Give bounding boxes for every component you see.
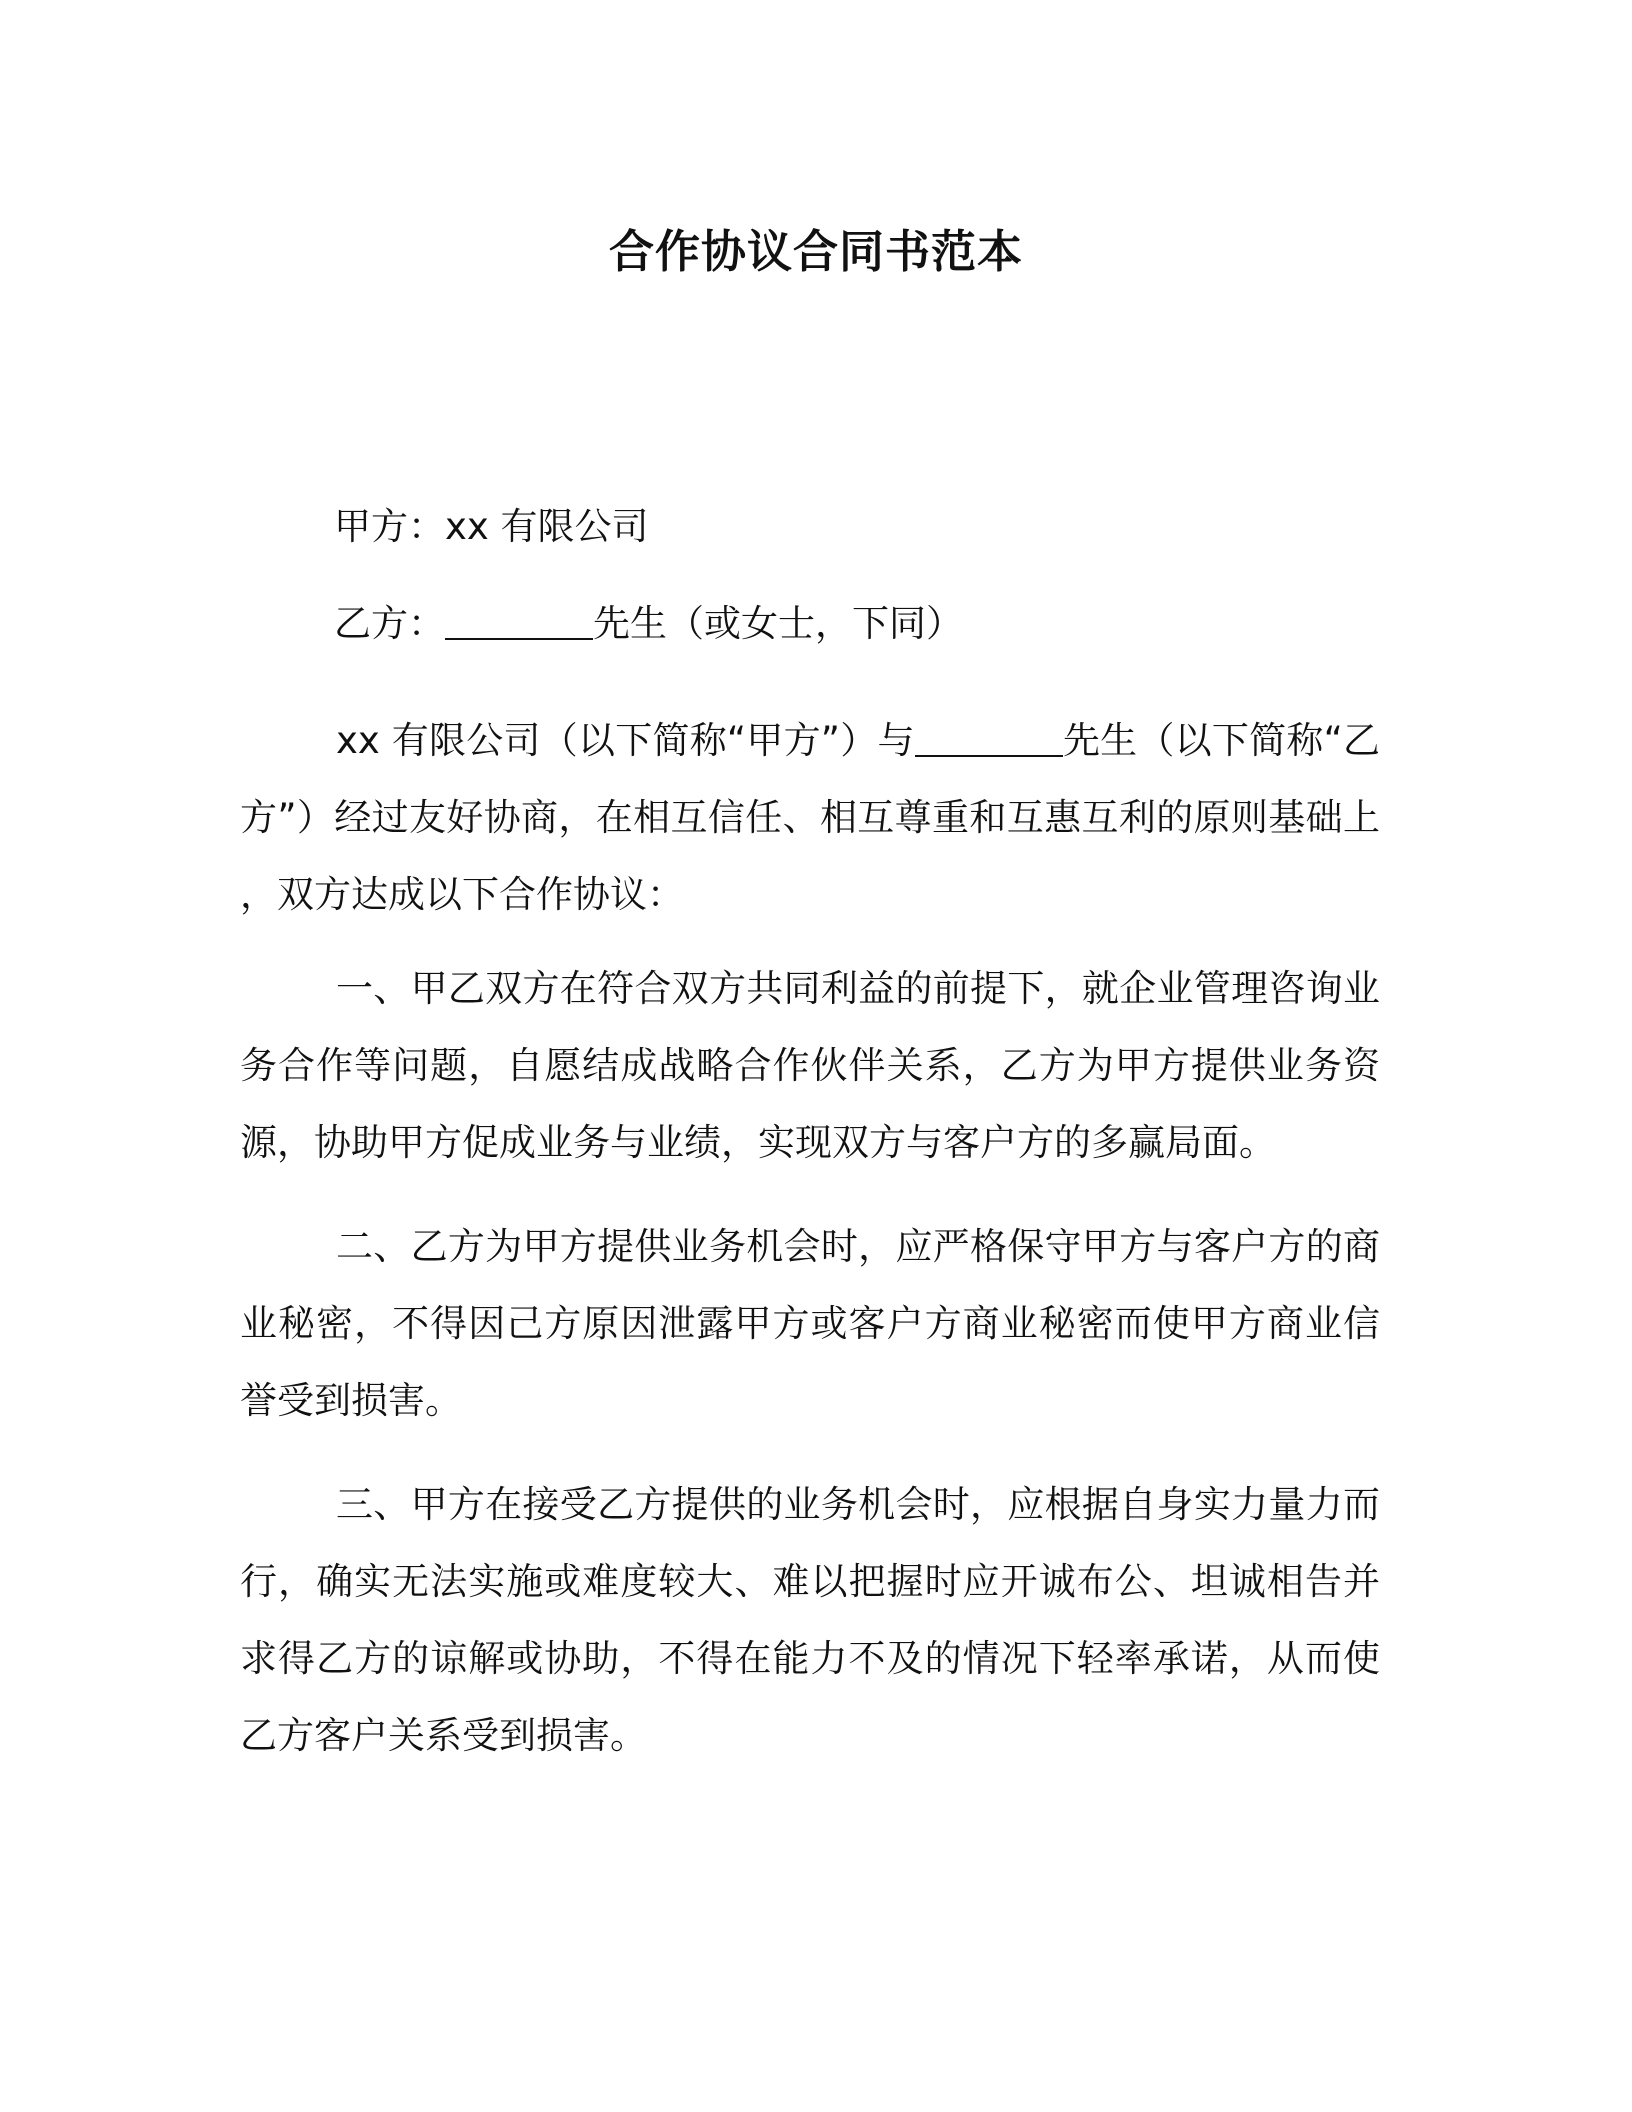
intro-paragraph — [240, 702, 1380, 933]
party-b-line — [334, 600, 963, 648]
intro-text-part1: xx 有限公司（以下简称“甲方”）与 — [336, 719, 915, 762]
clause-block-3 — [240, 1466, 1380, 1774]
clause-block-1 — [240, 950, 1380, 1181]
party-b-suffix: 先生（或女士，下同） — [593, 602, 963, 645]
clause-block-2 — [240, 1208, 1380, 1439]
party-a-line — [334, 503, 649, 551]
intro-name-blank — [915, 719, 1063, 757]
party-a-value: xx 有限公司 — [445, 505, 649, 548]
clause-paragraph-3: 三、甲方在接受乙方提供的业务机会时，应根据自身实力量力而行，确实无法实施或难度较大、难以把握时应开诚布公、坦诚相告并求得乙方的谅解或协助，不得在能力不及的情况下轻率承诺，从而使乙方客户关系受到损害。 — [240, 1483, 1380, 1757]
clause-paragraph-1: 一、甲乙双方在符合双方共同利益的前提下，就企业管理咨询业务合作等问题，自愿结成战略合作伙伴关系，乙方为甲方提供业务资源，协助甲方促成业务与业绩，实现双方与客户方的多赢局面。 — [240, 967, 1380, 1164]
party-a-label: 甲方： — [334, 505, 445, 548]
party-b-label: 乙方： — [334, 602, 445, 645]
intro-text-part2: 先生（以下简称“乙方”）经过友好协商，在相互信任、相互尊重和互惠互利的原则基础上，双方达成以下合作协议： — [240, 719, 1381, 916]
intro-paragraph-block — [240, 702, 1380, 933]
party-b-name-blank — [445, 602, 593, 640]
clause-paragraph-2: 二、乙方为甲方提供业务机会时，应严格保守甲方与客户方的商业秘密，不得因己方原因泄露甲方或客户方商业秘密而使甲方商业信誉受到损害。 — [240, 1225, 1380, 1422]
document-title: 合作协议合同书范本 — [608, 225, 1023, 278]
